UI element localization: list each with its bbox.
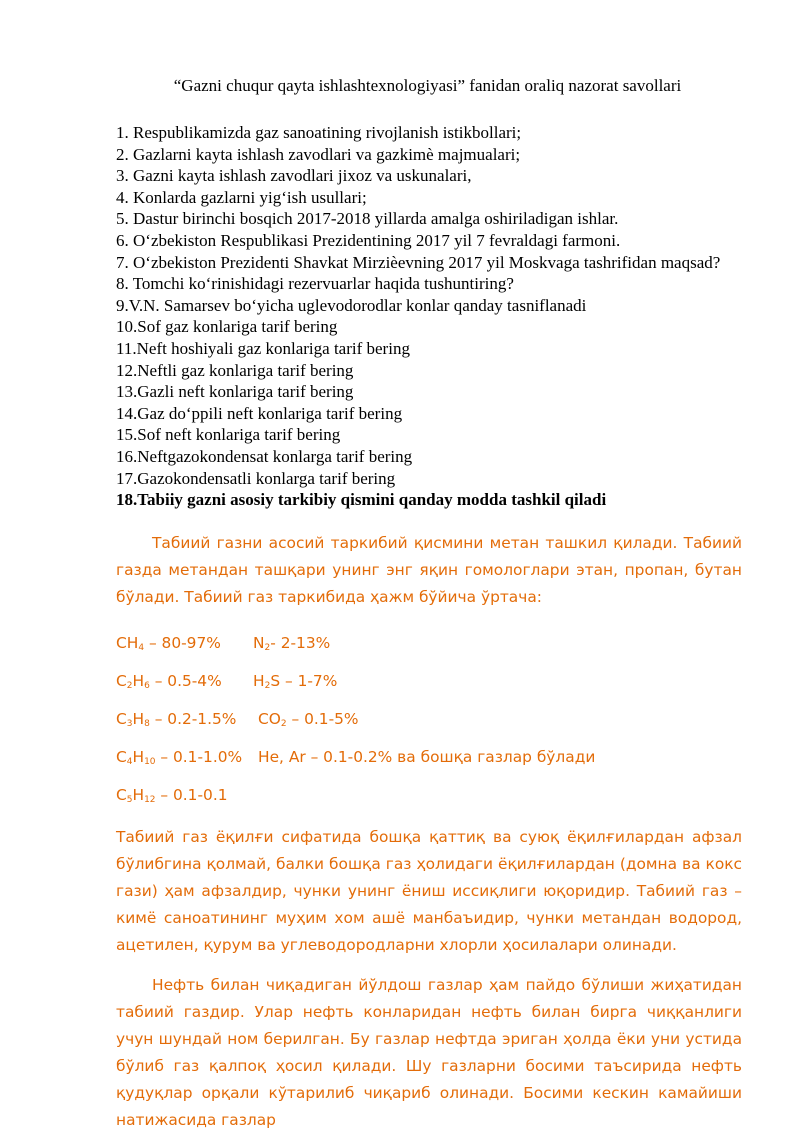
question-item: 11.Neft hoshiyali gaz konlariga tarif bering — [116, 338, 410, 358]
answer-intro: Табиий газни асосий таркибий қисмини метан ташкил қилади. Табиий газда метандан ташқари унинг энг яқин гомологлари этан, пропан, бутан бўлади. Табиий газ таркибида ҳажм бўйича ўртача: — [116, 534, 742, 606]
question-item: 6. O‘zbekiston Respublikasi Prezidentining 2017 yil 7 fevraldagi farmoni. — [116, 230, 621, 250]
question-item: 13.Gazli neft konlariga tarif bering — [116, 382, 354, 402]
formula-c4h10: $C_4H_{10} - 0.1-1.0\%$ — [116, 748, 243, 767]
question-item-highlighted: 18.Tabiiy gazni asosiy tarkibiy qismini qanday modda tashkil qiladi — [116, 490, 607, 510]
formula-c5h12: $C_5H_{12} - 0.1-0.1$ — [116, 786, 228, 805]
formula-n2: $N_2-$ 2-13% — [253, 634, 331, 653]
formula-co2: $CO_2 - 0.1-5\%$ — [258, 710, 359, 729]
formula-he-ar: He, Ar – 0.1-0.2% ва бошқа газлар бўлади — [258, 748, 596, 766]
question-item: 8. Tomchi ko‘rinishidagi rezervuarlar haqida tushuntiring? — [116, 274, 514, 294]
composition-row — [116, 662, 742, 700]
formula-ch4: $CH_4 - 80-97\%$ — [116, 634, 221, 653]
formula-c2h6: $C_2H_6 - 0.5-4\%$ — [116, 672, 222, 691]
composition-row — [116, 738, 742, 776]
composition-row — [116, 700, 742, 738]
answer-section — [116, 530, 742, 1147]
question-item: 1. Respublikamizda gaz sanoatining rivojlanish istikbollari; — [116, 123, 522, 142]
question-item: 7. O‘zbekiston Prezidenti Shavkat Mirzièevning 2017 yil Moskvaga tashrifidan maqsad? — [116, 252, 721, 272]
question-item: 3. Gazni kayta ishlash zavodlari jixoz va uskunalari, — [116, 166, 472, 186]
question-item: 15.Sof neft konlariga tarif bering — [116, 425, 341, 445]
answer-paragraph-associated-gas: Нефть билан чиқадиган йўлдош газлар ҳам пайдо бўлиши жиҳатидан табиий газдир. Улар нефть конларидан нефть билан бирга чиққанлиги учун шундай ном берилган. Бу газлар нефтда эриган ҳолда ёки уни устида бўлиб газ қалпоқ ҳосил қилади. Шу газларни босими таъсирида нефть қудуқлар орқали кўтарилиб чиқариб олинади. Босими кескин камайиши натижасида газлар — [116, 976, 742, 1129]
question-item: 10.Sof gaz konlariga tarif bering — [116, 317, 338, 337]
composition-row — [116, 624, 742, 662]
question-item: 9.V.N. Samarsev bo‘yicha uglevodorodlar konlar qanday tasniflanadi — [116, 295, 587, 315]
document-title: “Gazni chuqur qayta ishlashtexnologiyasi” fanidan oraliq nazorat savollari — [173, 76, 682, 95]
answer-paragraph-fuel: Табиий газ ёқилғи сифатида бошқа қаттиқ ва суюқ ёқилғилардан афзал бўлибгина қолмай, балки бошқа газ ҳолидаги ёқилғилардан (домна ва кокс гази) ҳам афзалдир, чунки унинг ёниш иссиқлиги юқоридир. Табиий газ – кимё саноатининг муҳим хом ашё манбаъидир, чунки метандан водород, ацетилен, қурум ва углеводородларни хлорли ҳосилалари олинади. — [116, 828, 742, 954]
question-list — [116, 122, 756, 511]
question-item: 2. Gazlarni kayta ishlash zavodlari va gazkimè majmualari; — [116, 144, 521, 164]
formula-c3h8: $C_3H_8 - 0.2-1.5\%$ — [116, 710, 237, 729]
question-item: 5. Dastur birinchi bosqich 2017-2018 yillarda amalga oshiriladigan ishlar. — [116, 209, 619, 229]
question-item: 16.Neftgazokondensat konlarga tarif bering — [116, 446, 413, 466]
formula-h2s: $H_2S - 1-7\%$ — [253, 672, 338, 691]
question-item: 4. Konlarda gazlarni yig‘ish usullari; — [116, 187, 367, 207]
composition-row — [116, 776, 742, 814]
question-item: 12.Neftli gaz konlariga tarif bering — [116, 360, 354, 380]
question-item: 14.Gaz do‘ppili neft konlariga tarif bering — [116, 403, 403, 423]
question-item: 17.Gazokondensatli konlarga tarif bering — [116, 468, 396, 488]
